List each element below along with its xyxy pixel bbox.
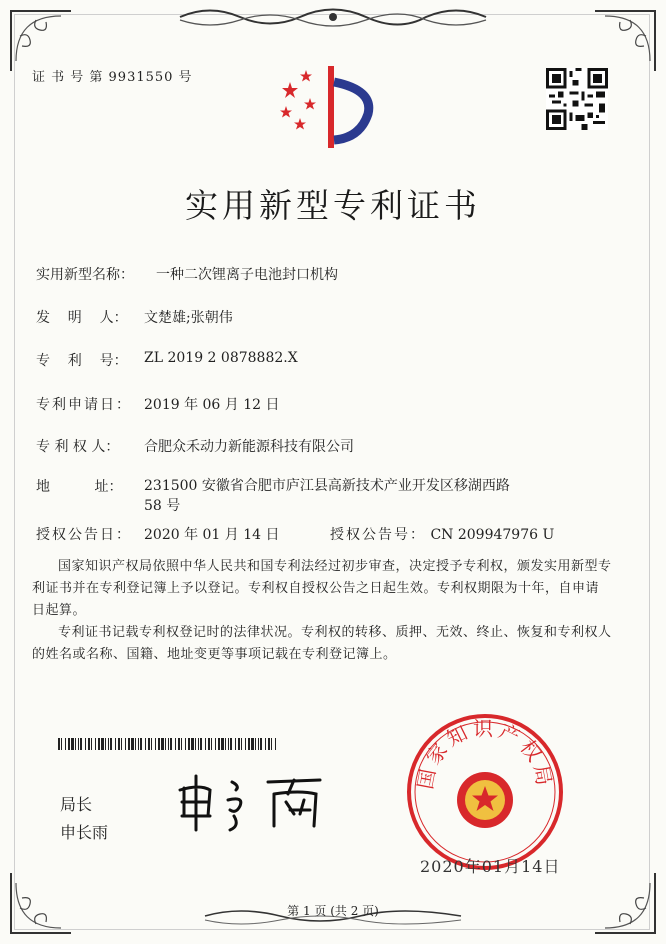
svg-text:国家知识产权局: 国家知识产权局: [413, 716, 557, 791]
field-patentee: [36, 436, 354, 456]
patent-office-emblem-icon: [276, 62, 386, 152]
field-utility-model-name: [36, 264, 338, 284]
certificate-number: 证 书 号 第 9931550 号: [32, 70, 193, 85]
field-label: 地 址：: [36, 479, 123, 495]
handwritten-signature: [170, 770, 360, 834]
field-value: ZL 2019 2 0878882.X: [144, 350, 298, 366]
field-value: 一种二次锂离子电池封口机构: [156, 267, 338, 283]
field-label: 专利申请日：: [36, 397, 132, 413]
page-number: 第 1 页 (共 2 页): [287, 904, 379, 918]
director-name: 申长雨: [60, 823, 109, 842]
field-label: 专 利 号：: [36, 353, 128, 369]
seal-date: 2020年01月14日: [420, 857, 561, 876]
corner-ornament-icon: [590, 6, 660, 76]
field-label: 专 利 权 人：: [36, 439, 120, 455]
field-value: CN 209947976 U: [430, 527, 555, 543]
director-title: 局长: [60, 795, 93, 814]
field-value: 2019 年 06 月 12 日: [144, 397, 280, 413]
top-ornament-icon: [170, 4, 496, 30]
grant-statement-paragraph: 国家知识产权局依照中华人民共和国专利法经过初步审查，决定授予专利权，颁发实用新型专利证书并在专利登记簿上予以登记。专利权自授权公告之日起生效。专利权期限为十年，自申请日起算。: [32, 559, 612, 618]
field-label: 实用新型名称：: [36, 267, 134, 283]
field-value: 2020 年 01 月 14 日: [144, 527, 280, 543]
field-patent-number: [36, 350, 298, 370]
field-grant-date: [36, 524, 280, 544]
field-value: 231500 安徽省合肥市庐江县高新技术产业开发区移湖西路 58 号: [144, 478, 510, 514]
certificate-title: 实用新型专利证书: [185, 186, 481, 225]
field-application-date: [36, 394, 280, 414]
field-label: 授权公告号：: [330, 527, 426, 543]
official-seal: [405, 712, 565, 872]
field-value: 文楚雄;张朝伟: [144, 310, 233, 326]
qr-code-icon: [546, 68, 608, 130]
field-grant-publication-number: [330, 524, 554, 544]
field-label: 发 明 人：: [36, 310, 128, 326]
legal-status-paragraph: 专利证书记载专利权登记时的法律状况。专利权的转移、质押、无效、终止、恢复和专利权人的姓名或名称、国籍、地址变更等事项记载在专利登记簿上。: [32, 625, 612, 662]
field-value: 合肥众禾动力新能源科技有限公司: [144, 439, 354, 455]
barcode-icon: [58, 738, 276, 750]
field-label: 授权公告日：: [36, 527, 132, 543]
field-address: [36, 476, 510, 514]
field-inventor: [36, 307, 233, 327]
